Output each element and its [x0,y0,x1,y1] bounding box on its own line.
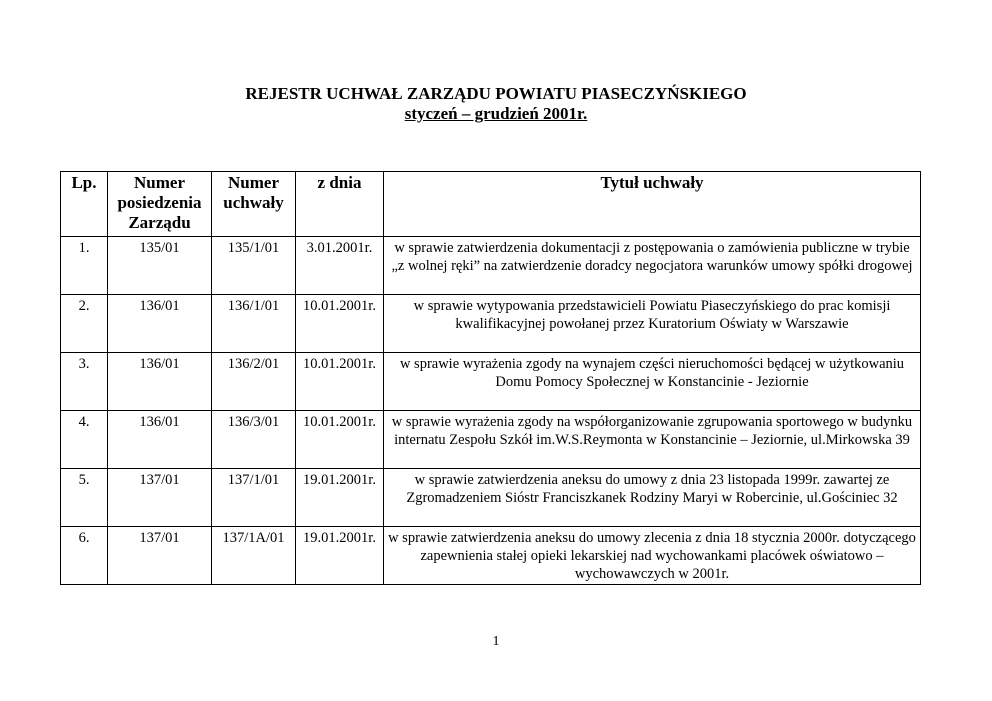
page-number: 1 [492,634,500,649]
cell-meeting-number: 136/01 [108,295,212,353]
cell-meeting-number: 137/01 [108,527,212,585]
cell-resolution-number: 136/2/01 [212,353,296,411]
header-title: Tytuł uchwały [384,172,921,237]
cell-resolution-number: 137/1/01 [212,469,296,527]
document-title: REJESTR UCHWAŁ ZARZĄDU POWIATU PIASECZYŃSKIEGO [245,84,747,103]
cell-date: 10.01.2001r. [296,295,384,353]
cell-date: 19.01.2001r. [296,469,384,527]
cell-resolution-number: 137/1A/01 [212,527,296,585]
table-row [61,237,921,295]
cell-lp: 3. [61,353,108,411]
table-row [61,527,921,585]
cell-title: w sprawie zatwierdzenia aneksu do umowy zlecenia z dnia 18 stycznia 2000r. dotyczącego zapewnienia stałej opieki lekarskiej nad wychowankami placówek oświatowo – wychowawczych w 2001r. [384,527,921,585]
cell-resolution-number: 136/3/01 [212,411,296,469]
cell-meeting-number: 136/01 [108,411,212,469]
cell-title: w sprawie wyrażenia zgody na współorganizowanie zgrupowania sportowego w budynku internatu Zespołu Szkół im.W.S.Reymonta w Konstancinie – Jeziornie, ul.Mirkowska 39 [384,411,921,469]
header-meeting-number: Numer posiedzenia Zarządu [108,172,212,237]
header-lp: Lp. [61,172,108,237]
cell-meeting-number: 135/01 [108,237,212,295]
table-row [61,411,921,469]
cell-resolution-number: 136/1/01 [212,295,296,353]
cell-date: 3.01.2001r. [296,237,384,295]
table-row [61,295,921,353]
header-date: z dnia [296,172,384,237]
cell-lp: 6. [61,527,108,585]
cell-resolution-number: 135/1/01 [212,237,296,295]
table-row [61,353,921,411]
cell-title: w sprawie wyrażenia zgody na wynajem części nieruchomości będącej w użytkowaniu Domu Pomocy Społecznej w Konstancinie - Jeziornie [384,353,921,411]
cell-meeting-number: 137/01 [108,469,212,527]
cell-lp: 2. [61,295,108,353]
cell-date: 10.01.2001r. [296,411,384,469]
header-resolution-number: Numer uchwały [212,172,296,237]
cell-lp: 4. [61,411,108,469]
cell-meeting-number: 136/01 [108,353,212,411]
cell-title: w sprawie wytypowania przedstawicieli Powiatu Piaseczyńskiego do prac komisji kwalifikacyjnej powołanej przez Kuratorium Oświaty w Warszawie [384,295,921,353]
cell-lp: 1. [61,237,108,295]
cell-title: w sprawie zatwierdzenia dokumentacji z postępowania o zamówienia publiczne w trybie „z wolnej ręki” na zatwierdzenie doradcy negocjatora warunków umowy spółki drogowej [384,237,921,295]
table-row [61,469,921,527]
table-header-row [61,172,921,237]
document-subtitle: styczeń – grudzień 2001r. [404,104,588,123]
cell-title: w sprawie zatwierdzenia aneksu do umowy z dnia 23 listopada 1999r. zawartej ze Zgromadzeniem Sióstr Franciszkanek Rodziny Maryi w Robercinie, ul.Gościniec 32 [384,469,921,527]
cell-date: 10.01.2001r. [296,353,384,411]
resolutions-table [60,171,921,585]
cell-lp: 5. [61,469,108,527]
cell-date: 19.01.2001r. [296,527,384,585]
